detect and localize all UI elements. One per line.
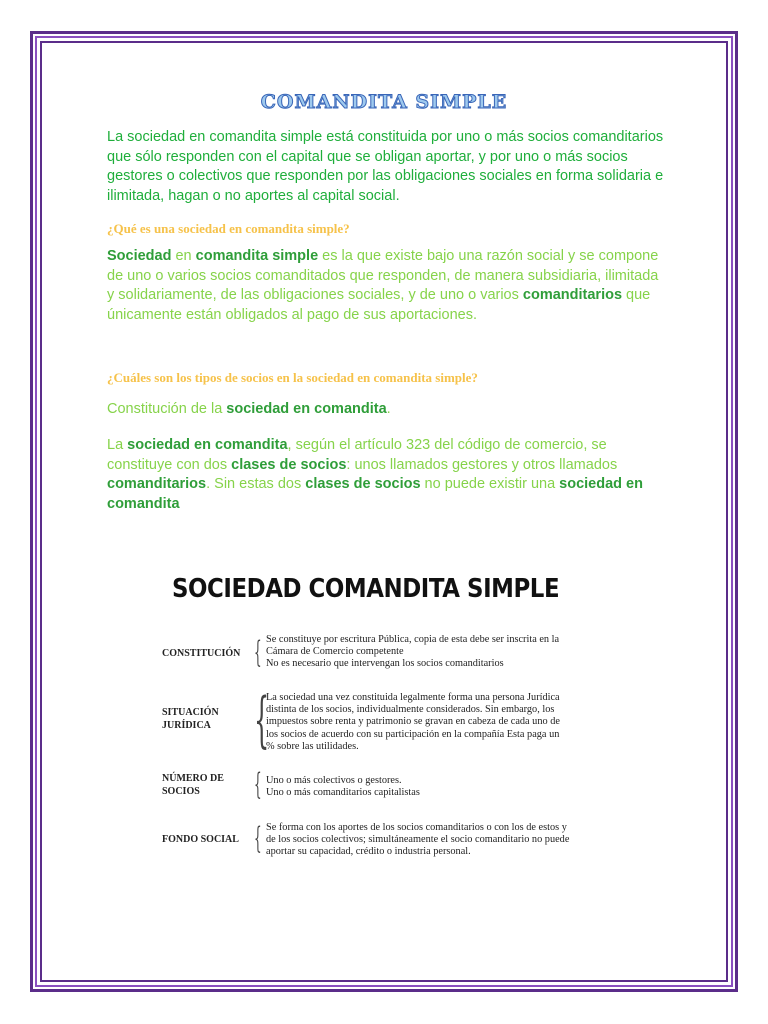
text-span: Constitución de la: [107, 401, 227, 417]
text-span: .: [386, 401, 391, 417]
row-text: [266, 692, 596, 753]
highlight-clases-de-socios: clases de socios: [305, 476, 421, 492]
row-label: FONDO SOCIAL: [162, 834, 239, 845]
text-span: , según el artículo 323 del código de comercio, se constituye con dos: [107, 437, 607, 473]
row-line: % sobre las utilidades.: [266, 740, 359, 752]
constitution-paragraph: [107, 400, 391, 420]
classes-paragraph: [107, 436, 667, 514]
highlight-sociedad-en-comandita: sociedad en comandita: [226, 401, 387, 417]
highlight-comandita-simple: comandita simple: [195, 248, 319, 264]
highlight-sociedad: Sociedad: [107, 248, 172, 264]
row-line: aportar su capacidad, crédito o industria personal.: [266, 846, 471, 858]
question-heading-1: ¿Qué es una sociedad en comandita simple?: [107, 221, 350, 236]
definition-paragraph: [107, 247, 667, 325]
figure-title: SOCIEDAD COMANDITA SIMPLE: [172, 574, 560, 604]
highlight-sociedad-en-comandita: sociedad en comandita: [107, 476, 643, 512]
page-title: COMANDITA SIMPLE: [260, 91, 508, 113]
brace-icon: {: [254, 767, 262, 802]
text-span: que únicamente están obligados al pago de sus aportaciones.: [107, 287, 651, 323]
row-line: Uno o más comanditarios capitalistas: [266, 787, 420, 799]
brace-icon: {: [254, 635, 262, 670]
row-line: impuestos sobre renta y patrimonio se gravan en cabeza de cada uno de: [266, 716, 560, 728]
row-label: NÚMERO DE SOCIOS: [162, 773, 224, 797]
text-span: La: [107, 437, 128, 453]
highlight-sociedad-en-comandita: sociedad en comandita: [127, 437, 288, 453]
row-text: [266, 775, 596, 799]
text-span: : unos llamados gestores y otros llamados: [346, 456, 618, 473]
row-text: [266, 822, 596, 859]
row-line: Se forma con los aportes de los socios comanditarios o con los de estos y: [266, 822, 567, 833]
text-span: no puede existir una: [420, 476, 560, 492]
row-line: los socios de acuerdo con su participación en la compañía Esta paga un: [266, 728, 560, 740]
intro-paragraph: La sociedad en comandita simple está constituida por uno o más socios comanditarios que sólo responden con el capital que se obligan aportar, y por uno o más socios gestores o colectivos que responden por las obligaciones sociales en forma solidaria e ilimitada, hagan o no aportes al capital social.: [107, 129, 664, 204]
row-label: CONSTITUCIÓN: [162, 648, 241, 659]
highlight-comanditarios: comanditarios: [522, 287, 623, 303]
row-line: No es necesario que intervengan los socios comanditarios: [266, 658, 504, 670]
text-span: en: [171, 248, 196, 264]
row-line: Se constituye por escritura Pública, copia de esta debe ser inscrita en la: [266, 634, 560, 645]
row-line: La sociedad una vez constituida legalmente forma una persona Jurídica: [266, 692, 560, 703]
highlight-comanditarios: comanditarios: [107, 476, 207, 492]
row-text: [266, 634, 596, 671]
brace-icon: {: [254, 821, 262, 856]
text-span: es la que existe bajo una razón social y se compone de uno o varios socios comanditados que responden, de manera subsidiaria, ilimitada y solidariamente, de las obligaciones sociales, y de uno o varios: [107, 248, 659, 303]
row-line: Cámara de Comercio competente: [266, 646, 404, 658]
highlight-clases-de-socios: clases de socios: [231, 456, 347, 473]
row-line: de los socios colectivos; simultáneamente el socio comanditario no puede: [266, 834, 570, 846]
row-line: distinta de los socios, individualmente considerados. Sin embargo, los: [266, 704, 555, 716]
question-heading-2: ¿Cuáles son los tipos de socios en la sociedad en comandita simple?: [107, 370, 478, 385]
text-span: . Sin estas dos: [206, 476, 306, 492]
row-label: SITUACIÓN JURÍDICA: [162, 707, 219, 731]
row-line: Uno o más colectivos o gestores.: [266, 775, 402, 786]
brace-icon: {: [254, 685, 270, 755]
